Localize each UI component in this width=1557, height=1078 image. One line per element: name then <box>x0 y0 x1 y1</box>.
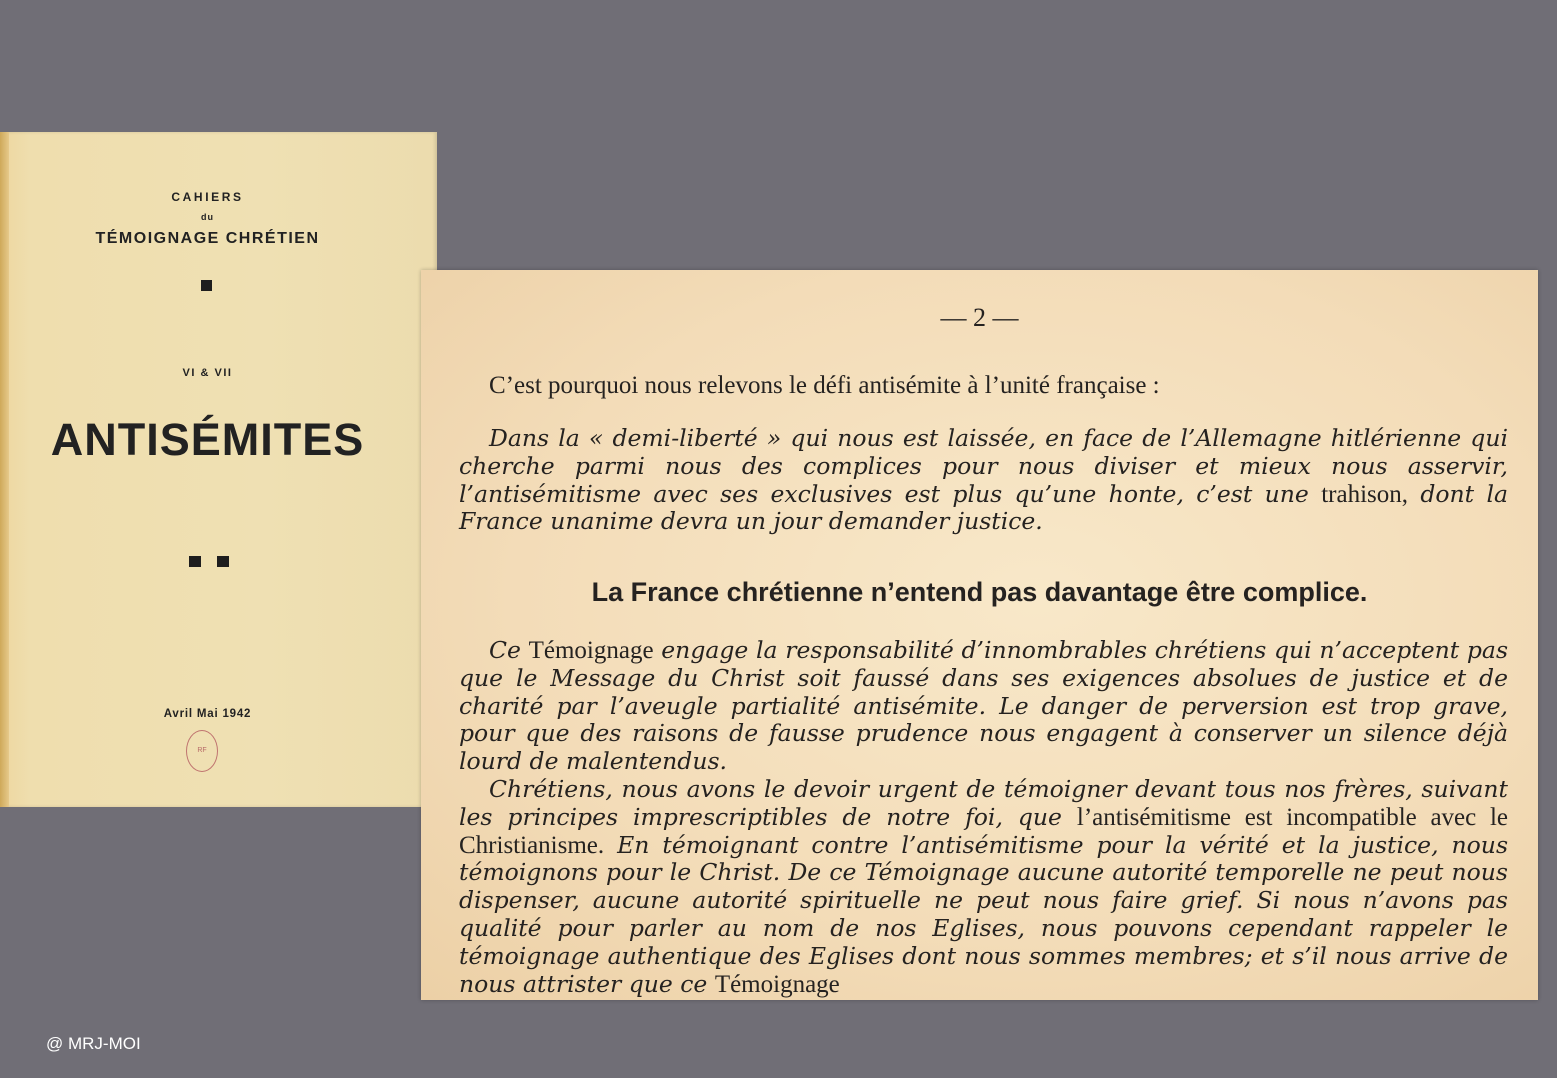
paragraph-2-text: engage la responsabilité d’innombrables chrétiens qui n’acceptent pas que le Message du Christ soit faussé dans ses exigences absolues de justice et de charité par l’aveugle partialité antisémite. Le danger de perversion est trop grave, pour que des raisons de fausse prudence nous engagent à conserver un silence déjà lourd de malentendus. <box>459 636 1509 776</box>
paragraph-3-upright: l’antisémitisme est incompatible avec le Christianisme. <box>459 803 1508 859</box>
series-line-2: du <box>201 212 214 222</box>
credit-label: @ MRJ-MOI <box>46 1034 141 1053</box>
page-number: — 2 — <box>940 303 1019 332</box>
paragraph-3-text: Chrétiens, nous avons le devoir urgent de témoigner devant tous nos frères, suivant les principes imprescriptibles de notre foi, que <box>459 774 1508 831</box>
square-ornament-icon <box>189 556 201 567</box>
library-stamp-icon: RF <box>186 730 218 772</box>
square-ornament-icon <box>201 280 212 291</box>
paragraph-1 <box>459 425 1508 536</box>
square-ornament-icon <box>217 556 229 567</box>
lead-sentence: C’est pourquoi nous relevons le défi antisémite à l’unité française : <box>489 372 1160 399</box>
section-heading: La France chrétienne n’entend pas davantage être complice. <box>591 577 1368 607</box>
cover-title: ANTISÉMITES <box>50 414 365 465</box>
series-line-3: TÉMOIGNAGE CHRÉTIEN <box>95 230 320 247</box>
issue-number: VI & VII <box>182 367 233 379</box>
cover-page <box>0 132 437 807</box>
paragraph-1-upright: trahison, <box>1321 480 1408 508</box>
series-line-1: CAHIERS <box>171 190 244 204</box>
paragraph-3-continued: En témoignant contre l’antisémitisme pour la vérité et la justice, nous témoignons pour le Christ. De ce Témoignage aucune autorité temporelle ne peut nous dispenser, aucune autorité spirituelle ne peut nous faire grief. Si nous n’avons pas qualité pour parler au nom de nos Eglises, nous pouvons cependant rappeler le témoignage authentique des Eglises dont nous sommes membres; et s’il nous arrive de nous attrister que ce <box>459 830 1508 998</box>
paragraph-2-start: Ce <box>489 636 529 664</box>
paragraph-2-upright: Témoignage <box>528 637 654 664</box>
page-two <box>421 270 1538 1000</box>
paragraph-1-text: Dans la « demi-liberté » qui nous est laissée, en face de l’Allemagne hitlérienne qui cherche parmi nous des complices pour nous diviser et mieux nous asservir, l’antisémitisme avec ses exclusives est plus qu’une honte, c’est une <box>459 424 1508 508</box>
paragraph-2 <box>459 637 1508 998</box>
paragraph-3-end: Témoignage <box>714 970 840 998</box>
paragraph-1-end: dont la France unanime devra un jour demander justice. <box>459 479 1508 536</box>
issue-date: Avril Mai 1942 <box>163 708 252 720</box>
